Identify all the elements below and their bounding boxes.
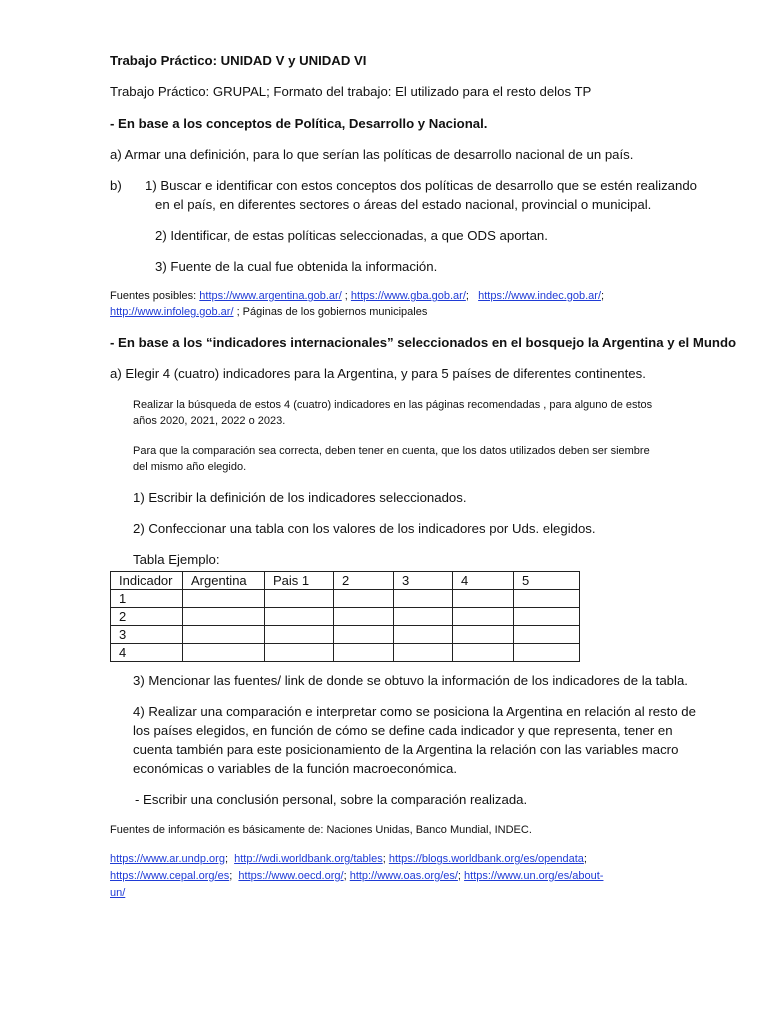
table-cell <box>394 590 453 608</box>
table-cell <box>453 644 514 662</box>
section2-item-a: a) Elegir 4 (cuatro) indicadores para la Argentina, y para 5 países de diferentes continentes. <box>110 366 646 381</box>
table-cell <box>394 644 453 662</box>
section1-item-a: a) Armar una definición, para lo que serían las políticas de desarrollo nacional de un país. <box>110 147 634 162</box>
table-header-cell: 4 <box>453 572 514 590</box>
info-sources: Fuentes de información es básicamente de: Naciones Unidas, Banco Mundial, INDEC. <box>110 824 532 836</box>
link-oecd[interactable]: https://www.oecd.org/ <box>238 870 344 882</box>
step-4-line3: cuenta también para este posicionamiento de la Argentina la relación con las variables macro <box>133 742 679 757</box>
table-cell <box>334 608 394 626</box>
link-worldbank-wdi[interactable]: http://wdi.worldbank.org/tables <box>234 853 383 865</box>
step-4-line4: económicas o variables de la función macroeconómica. <box>133 761 457 776</box>
table-cell <box>514 626 580 644</box>
table-header-cell: Pais 1 <box>265 572 334 590</box>
table-cell <box>334 626 394 644</box>
links-row-2 <box>110 868 603 884</box>
step-2: 2) Confeccionar una tabla con los valores de los indicadores por Uds. elegidos. <box>133 521 596 536</box>
section1-item-b1-line1: 1) Buscar e identificar con estos conceptos dos políticas de desarrollo que se estén realizando <box>145 178 697 193</box>
table-header-cell: 5 <box>514 572 580 590</box>
table-cell <box>183 626 265 644</box>
sources-separator: ; <box>601 290 605 302</box>
sources-separator: ; <box>465 290 479 302</box>
section1-item-b3: 3) Fuente de la cual fue obtenida la información. <box>155 259 438 274</box>
table-cell <box>183 590 265 608</box>
table-header-cell: Indicador <box>111 572 183 590</box>
note1-line2: años 2020, 2021, 2022 o 2023. <box>133 415 286 427</box>
table-cell <box>265 608 334 626</box>
table-header-cell: Argentina <box>183 572 265 590</box>
links-row-3 <box>110 885 125 901</box>
sources-line-1 <box>110 288 604 304</box>
table-cell <box>334 644 394 662</box>
link-separator: ; <box>224 853 235 865</box>
link-separator: ; <box>382 853 389 865</box>
table-cell <box>453 626 514 644</box>
step-4-line1: 4) Realizar una comparación e interpretar como se posiciona la Argentina en relación al resto de <box>133 704 696 719</box>
note1-line1: Realizar la búsqueda de estos 4 (cuatro) indicadores en las páginas recomendadas , para alguno de estos <box>133 399 653 411</box>
link-oas[interactable]: http://www.oas.org/es/ <box>349 870 458 882</box>
table-cell <box>453 590 514 608</box>
table-row-label: 3 <box>111 626 183 644</box>
example-table <box>110 571 580 662</box>
note2-line2: del mismo año elegido. <box>133 461 247 473</box>
page-title <box>110 52 366 70</box>
section1-item-b-label: b) <box>110 178 122 193</box>
link-indec-gob[interactable]: https://www.indec.gob.ar/ <box>478 290 602 302</box>
step-1: 1) Escribir la definición de los indicadores seleccionados. <box>133 490 467 505</box>
table-caption: Tabla Ejemplo: <box>133 552 220 567</box>
link-separator: ; <box>457 870 465 882</box>
table-row <box>111 626 580 644</box>
conclusion: - Escribir una conclusión personal, sobre la comparación realizada. <box>135 792 528 807</box>
table-cell <box>183 644 265 662</box>
section1-item-b1-line2: en el país, en diferentes sectores o áreas del estado nacional, provincial o municipal. <box>155 197 652 212</box>
table-cell <box>514 590 580 608</box>
step-3: 3) Mencionar las fuentes/ link de donde se obtuvo la información de los indicadores de la tabla. <box>133 673 688 688</box>
table-header-cell: 3 <box>394 572 453 590</box>
table-header-cell: 2 <box>334 572 394 590</box>
note2-line1: Para que la comparación sea correcta, deben tener en cuenta, que los datos utilizados deben ser siembre <box>133 445 650 457</box>
links-row-1 <box>110 851 587 867</box>
table-row-label: 4 <box>111 644 183 662</box>
section2-heading: - En base a los “indicadores internacionales” seleccionados en el bosquejo la Argentina y el Mundo <box>110 335 737 350</box>
table-cell <box>514 644 580 662</box>
link-un[interactable]: https://www.un.org/es/about- <box>464 870 604 882</box>
link-infoleg-gob[interactable]: http://www.infoleg.gob.ar/ <box>110 306 234 318</box>
table-cell <box>514 608 580 626</box>
link-undp[interactable]: https://www.ar.undp.org <box>110 853 225 865</box>
sources-tail: ; Páginas de los gobiernos municipales <box>233 306 428 318</box>
table-cell <box>183 608 265 626</box>
link-cepal[interactable]: https://www.cepal.org/es <box>110 870 230 882</box>
table-row-label: 2 <box>111 608 183 626</box>
page-title-text: Trabajo Práctico: UNIDAD V y UNIDAD VI <box>110 53 367 68</box>
sources-line-2 <box>110 304 427 320</box>
link-gba-gob[interactable]: https://www.gba.gob.ar/ <box>350 290 466 302</box>
table-cell <box>265 644 334 662</box>
table-cell <box>265 590 334 608</box>
table-cell <box>394 626 453 644</box>
table-cell <box>334 590 394 608</box>
link-argentina-gob[interactable]: https://www.argentina.gob.ar/ <box>199 290 342 302</box>
step-4-line2: los países elegidos, en función de cómo se define cada indicador y que representa, tener en <box>133 723 673 738</box>
table-row <box>111 590 580 608</box>
link-separator: ; <box>583 853 587 865</box>
table-row <box>111 608 580 626</box>
sources-separator: ; <box>341 290 351 302</box>
table-cell <box>453 608 514 626</box>
table-row <box>111 644 580 662</box>
section1-item-b2: 2) Identificar, de estas políticas seleccionadas, a que ODS aportan. <box>155 228 548 243</box>
section1-heading: - En base a los conceptos de Política, Desarrollo y Nacional. <box>110 116 488 131</box>
table-row-label: 1 <box>111 590 183 608</box>
table-cell <box>394 608 453 626</box>
link-un-continued[interactable]: un/ <box>110 887 126 899</box>
table-cell <box>265 626 334 644</box>
sources-label: Fuentes posibles: <box>110 290 200 302</box>
link-separator: ; <box>343 870 350 882</box>
subtitle: Trabajo Práctico: GRUPAL; Formato del trabajo: El utilizado para el resto delos TP <box>110 84 592 99</box>
link-worldbank-blogs[interactable]: https://blogs.worldbank.org/es/opendata <box>388 853 584 865</box>
link-separator: ; <box>229 870 239 882</box>
table-header-row <box>111 572 580 590</box>
